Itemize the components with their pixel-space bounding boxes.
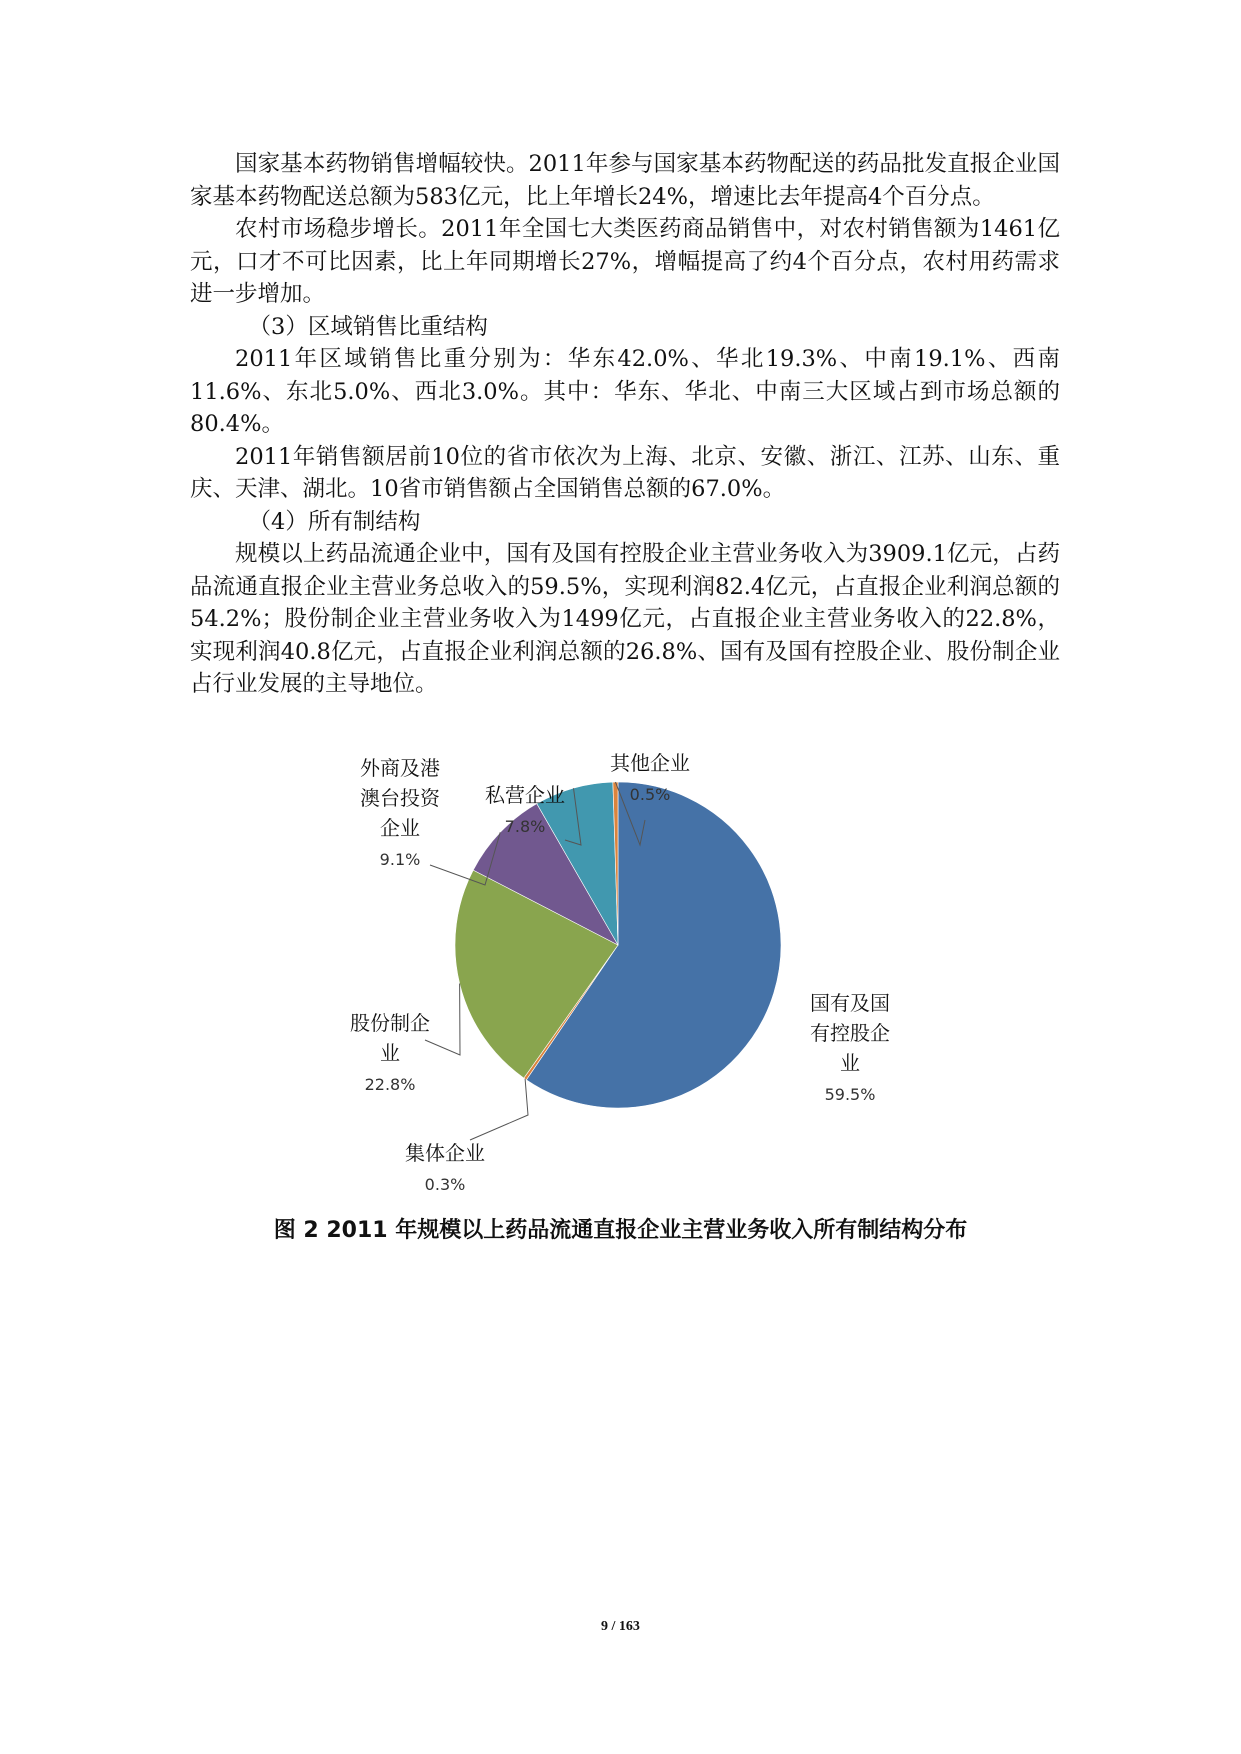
- slice-label: 其他企业: [610, 751, 690, 775]
- slice-label: 集体企业: [405, 1141, 485, 1165]
- slice-label: 国有及国: [810, 991, 890, 1015]
- data-label: 0.5%: [629, 785, 671, 804]
- figure-caption: 图 2 2011 年规模以上药品流通直报企业主营业务收入所有制结构分布: [273, 1218, 968, 1243]
- slice-label: 企业: [380, 816, 420, 840]
- slice-label: 私营企业: [485, 783, 565, 807]
- data-label: 0.3%: [424, 1175, 466, 1194]
- paragraph: 规模以上药品流通企业中，国有及国有控股企业主营业务收入为3909.1亿元，占药品流通直报企业主营业务总收入的59.5%，实现利润82.4亿元，占直报企业利润总额的54.2%；股份制企业主营业务收入为1499亿元，占直报企业主营业务收入的22.8%，实现利润40.8亿元，占直报企业利润总额的26.8%、国有及国有控股企业、股份制企业占行业发展的主导地位。: [190, 541, 1060, 697]
- data-label: 59.5%: [824, 1085, 876, 1104]
- data-label: 9.1%: [379, 850, 421, 869]
- body-text: [190, 148, 1060, 701]
- slice-label: 业: [380, 1041, 400, 1065]
- paragraph: 国家基本药物销售增幅较快。2011年参与国家基本药物配送的药品批发直报企业国家基本药物配送总额为583亿元，比上年增长24%，增速比去年提高4个百分点。: [190, 151, 1060, 210]
- data-label: 22.8%: [364, 1075, 416, 1094]
- section-heading: （4）所有制结构: [248, 508, 421, 535]
- slice-label: 澳台投资: [360, 786, 440, 810]
- paragraph: 2011年区域销售比重分别为：华东42.0%、华北19.3%、中南19.1%、西南11.6%、东北5.0%、西北3.0%。其中：华东、华北、中南三大区域占到市场总额的80.4%。: [190, 346, 1060, 437]
- slice-label: 外商及港: [360, 756, 440, 780]
- paragraph: 2011年销售额居前10位的省市依次为上海、北京、安徽、浙江、江苏、山东、重庆、天津、湖北。10省市销售额占全国销售总额的67.0%。: [190, 443, 1060, 502]
- slice-label: 业: [840, 1051, 860, 1075]
- leader-line: [470, 1079, 528, 1140]
- section-heading: （3）区域销售比重结构: [248, 313, 488, 340]
- page-number: 9 / 163: [601, 1619, 640, 1634]
- pie-chart: [300, 745, 940, 1215]
- slice-label: 有控股企: [810, 1021, 890, 1045]
- paragraph: 农村市场稳步增长。2011年全国七大类医药商品销售中，对农村销售额为1461亿元，口才不可比因素，比上年同期增长27%，增幅提高了约4个百分点，农村用药需求进一步增加。: [190, 216, 1060, 307]
- leader-line: [425, 984, 460, 1055]
- data-label: 7.8%: [504, 817, 546, 836]
- slice-label: 股份制企: [350, 1011, 430, 1035]
